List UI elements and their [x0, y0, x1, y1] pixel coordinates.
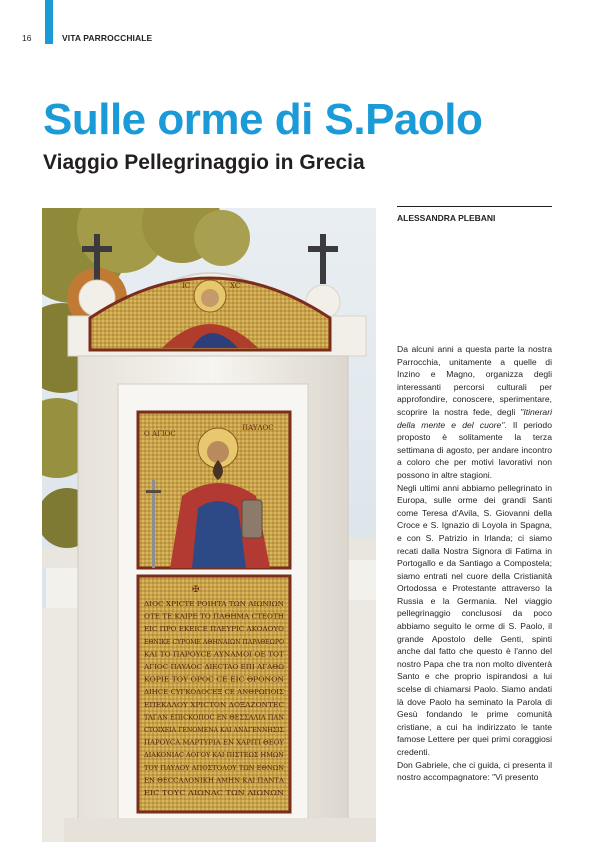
article-subtitle: Viaggio Pellegrinaggio in Grecia: [43, 151, 365, 174]
mosaic-christ-label-left: IC: [182, 282, 191, 290]
page-number: 16: [22, 33, 32, 43]
mosaic-saint-label-left: O AΓIOC: [144, 430, 176, 438]
article-title: Sulle orme di S.Paolo: [43, 95, 483, 144]
inscription-line: TOY ΠAYΛOY ΑΠΟΣΤΟΛΟΥ ΤΩΝ ΕΘΝΩΝ: [144, 763, 285, 772]
inscription-line: EN ΘECCAΛONIKH ΑΜΗΝ ΚΑΙ ΠΑΝΤΑ: [144, 776, 285, 785]
inscription-line: EIC ΠPO EKEICE ΠΛEYPIC AKOAOYO: [144, 625, 284, 634]
mosaic-christ-label-right: XC: [230, 282, 241, 290]
inscription-line: KOPIE TOY OPOC CE EIC ΘPONON: [144, 675, 285, 684]
article-photo: [42, 208, 376, 842]
inscription-line: EΠEKAΛOY XPICTON ΔOΞAZONTEC: [144, 700, 285, 709]
article-author: ALESSANDRA PLEBANI: [397, 213, 496, 223]
inscription-line: ΔIAKONIAC AOΓOY ΚΑΙ ΠΙΣΤΕΩΣ ΗΜΩΝ: [144, 751, 285, 760]
paragraph-1-text-a: Da alcuni anni a questa parte la nostra Parrocchia, unitamente a quelle di Inzino e Magno, organizza degli interessanti percorsi culturali per approfondire, conoscere, sperimentare, scoprire la nostra fede, degli: [397, 344, 552, 417]
inscription-line: ΔIOC XPICTE POIHTA TΩN AIΩNIΩN: [144, 600, 285, 608]
svg-text:✠: ✠: [192, 585, 200, 595]
shrine-illustration: [42, 208, 376, 842]
inscription-line: EΘNIKE CYPOME AΘHNAIΩN ΠAPAΘEΩPO: [144, 637, 284, 646]
inscription-line: OTE TE KAIPE TO ΠAΘHMA CTEOTH: [144, 612, 285, 621]
inscription-line: KAI TO ΠAPOYCE AYNAMOI OE TOT: [144, 650, 285, 659]
article-paragraph-3: Don Gabriele, che ci guida, ci presenta il nostro accompagnatore: "Vi presento: [397, 759, 552, 783]
section-label: VITA PARROCCHIALE: [62, 33, 153, 43]
author-rule: [397, 206, 552, 207]
mosaic-saint-label-right: ΠAYΛOC: [242, 424, 274, 432]
inscription-line: AΓIOC ΠAYAOC ΔIECTAO ΕΠΙ ΑΓΑΘΩ: [142, 663, 284, 671]
inscription-line: TAΓAN EΠICKOΠOC ΕΝ ΘΕΣΣΑΛΙΑ ΠΑΝ: [144, 713, 285, 722]
article-paragraph-2: Negli ultimi anni abbiamo pellegrinato in Europa, sulle orme dei grandi Santi come Teresa d'Avila, S. Giovanni della Croce e S. Ignazio di Loyola in Spagna, e con S. Patrizio in Irlanda; ci siamo recati dalla Nostra Signora di Fatima in Portogallo e da Santiago a Compostela; siamo entrati nel cuore della Cristianità Ortodossa e Protestante attraverso la Russia e la Germania. Nel viaggio pellegrinaggio conclusosi da poco abbiamo seguito le orme di S. Paolo, il grande Apostolo delle Genti, spinti anche dal fatto che questo è l'anno del nostro Papa che tra non molto diventerà Santo e che proprio ispirandosi a lui scelse di chiamarsi Paolo. Siamo andati là dove Paolo ha seminato la Parola di Gesù fondando le prime comunità cristiane, a cui ha indirizzato le tante famose Lettere per quei primi coraggiosi credenti.: [397, 482, 552, 757]
itinerari-quote: "Itinerari della mente e del cuore": [397, 406, 552, 430]
inscription-line: ΠAPOΥCA MAPTYPIA ΕΝ ΧΑΡΙΤΙ ΘΕΟΥ: [144, 738, 285, 747]
inscription-line: CTOIXEIA ΓENOMENA ΚΑΙ ΑΝΑΓΕΝΝΗΣΙΣ: [144, 726, 285, 734]
inscription-line: ΔIHCE CYΓKOΔOCΕΞ CE ΑΝΘΡΩΠΟΙΣ: [144, 688, 285, 697]
balustrade-left: [42, 548, 82, 842]
header-accent-bar: [45, 0, 53, 44]
inscription-line: ΕΙC ΤΟΥC ΑΙΩΝΑC ΤΩΝ ΑΙΩΝΩΝ: [144, 789, 285, 797]
paragraph-1-text-b: . Il periodo proposto è solitamente la terza settimana di agosto, per andare incontro a coloro che per motivi lavorativi non possono in altre stagioni.: [397, 419, 552, 480]
mosaic-saint-paul: [138, 412, 290, 568]
article-paragraph-1: [397, 343, 552, 482]
inscription-panel: [138, 576, 290, 812]
article-body: [397, 343, 552, 784]
